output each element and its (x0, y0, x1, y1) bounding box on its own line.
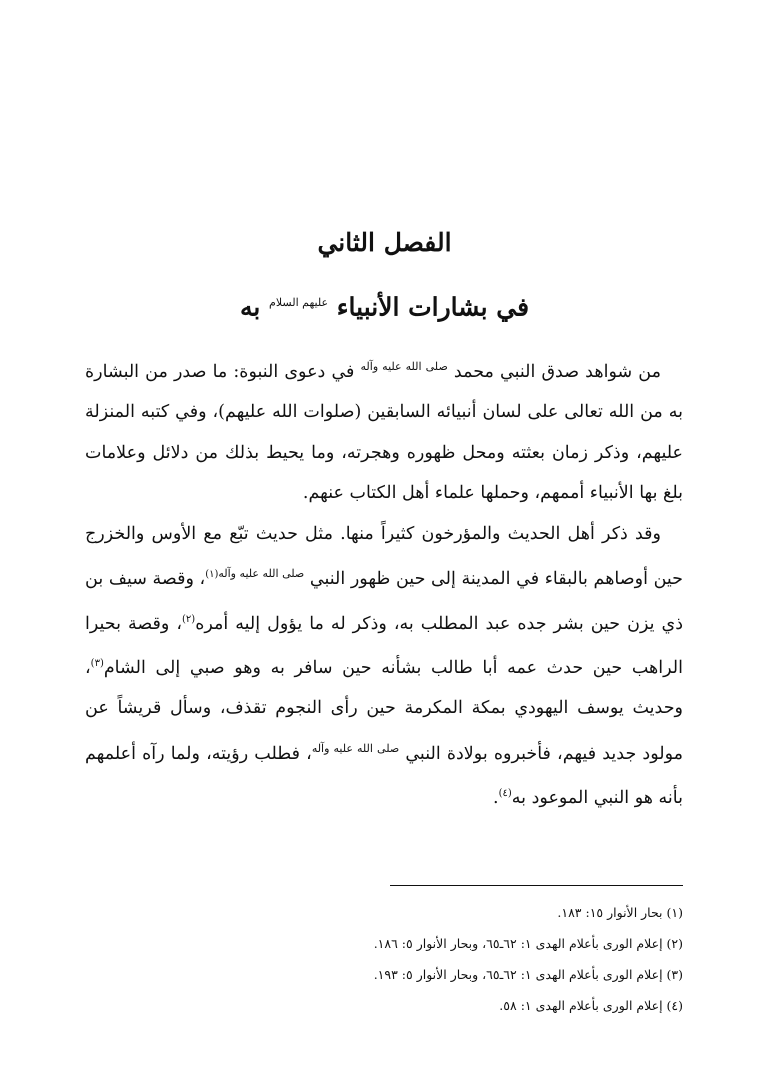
paragraph-text: ، فطلب رؤيته، ولما رآه أعلمهم بأنه هو النبي الموعود به (85, 743, 683, 808)
paragraph-text: ، وقصة بحيرا الراهب حين حدث عمه أبا طالب بشأنه حين سافر به وهو صبي إلى الشام (85, 613, 683, 678)
footnote: (١) بحار الأنوار ١٥: ١٨٣. (557, 905, 683, 920)
honorific-mark: عليهم السلام (269, 296, 329, 309)
footnote: (٣) إعلام الورى بأعلام الهدى ١: ٦٢ـ٦٥، وبحار الأنوار ٥: ١٩٣. (373, 967, 683, 982)
footnote-ref: (٣) (90, 657, 104, 669)
chapter-title: الفصل الثاني (317, 228, 452, 257)
honorific-mark: صلى الله عليه وآله (218, 567, 305, 581)
paragraph-text: وقد ذكر أهل الحديث والمؤرخون كثيراً منها. مثل حديث تبّع مع الأوس والخزرج حين أوصاهم بالبقاء في المدينة إلى حين ظهور النبي (85, 523, 683, 590)
paragraph-text: ، وقصة سيف بن ذي يزن حين بشر جده عبد المطلب به، وذكر له ما يؤول إليه أمره (85, 569, 683, 634)
honorific-mark: صلى الله عليه وآله (360, 360, 448, 373)
footnote-separator (390, 885, 683, 886)
honorific-mark: صلى الله عليه وآله (311, 741, 400, 755)
footnotes (85, 897, 683, 1021)
paragraph-text: ، وحديث يوسف اليهودي بمكة المكرمة حين رأى النجوم تقذف، وسأل قريشاً عن مولود جديد فيهم، فأخبروه بولادة النبي (85, 657, 683, 764)
footnote: (٢) إعلام الورى بأعلام الهدى ١: ٦٢ـ٦٥، وبحار الأنوار ٥: ١٨٦. (373, 936, 683, 951)
paragraph (85, 347, 683, 514)
footnote-ref: (١) (205, 569, 219, 581)
paragraph-text: في دعوى النبوة: ما صدر من البشارة به من الله تعالى على لسان أنبيائه السابقين (صلوات الله عليهم)، وفي كتبه المنزلة عليهم، وذكر زمان بعثته ومحل ظهوره وهجرته، وما يحيط بذلك من دلائل وعلامات بلغ بها الأنبياء أممهم، وحملها علماء أهل الكتاب عنهم. (85, 361, 683, 504)
footnote: (٤) إعلام الورى بأعلام الهدى ١: ٥٨. (499, 998, 683, 1013)
paragraph-text: . (493, 787, 499, 808)
subtitle-main: في بشارات الأنبياء (336, 292, 530, 322)
chapter-subtitle (0, 282, 769, 328)
footnote-ref: (٤) (498, 788, 512, 800)
footnote-ref: (٢) (182, 613, 196, 625)
body-text (85, 347, 683, 818)
paragraph (85, 514, 683, 819)
subtitle-end: به (239, 292, 261, 322)
paragraph-text: من شواهد صدق النبي محمد (447, 361, 661, 382)
